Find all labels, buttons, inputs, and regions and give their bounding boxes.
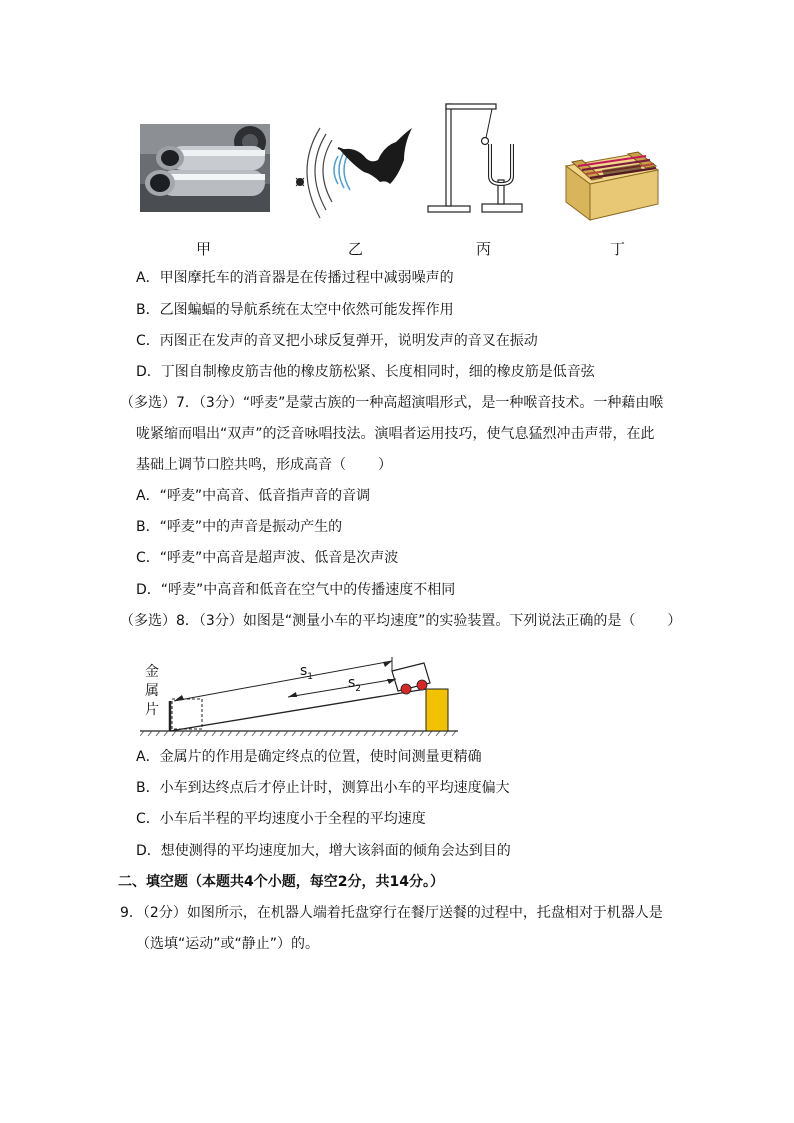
figure-row	[0, 100, 794, 260]
incline-diagram	[140, 645, 460, 737]
s1-label: $s_1$	[300, 663, 314, 682]
q7-option-a: A．“呼麦”中高音、低音指声音的音调	[136, 488, 371, 504]
q6-option-d: D．丁图自制橡皮筋吉他的橡皮筋松紧、长度相同时，细的橡皮筋是低音弦	[136, 364, 595, 380]
q7-stem-line3	[136, 455, 392, 475]
q8-option-a: A．金属片的作用是确定终点的位置，使时间测量更精确	[136, 749, 482, 765]
rubber-band-guitar-icon	[562, 146, 662, 224]
q8-option-b: B．小车到达终点后才停止计时，测算出小车的平均速度偏大	[136, 780, 510, 796]
q8-stem-close: ）	[667, 613, 682, 629]
figure-label-ding: 丁	[610, 240, 626, 258]
tuning-fork-pendulum-icon	[426, 100, 530, 220]
figure-label-jia: 甲	[196, 240, 212, 258]
q6-option-a: A．甲图摩托车的消音器是在传播过程中减弱噪声的	[136, 270, 454, 286]
q9-stem-line2-text: （选填“运动”或“静止”）的。	[136, 936, 320, 952]
q9-stem-line2	[136, 934, 319, 954]
bat-echolocation-icon	[292, 120, 416, 224]
q8-option-d: D．想使测得的平均速度加大，增大该斜面的倾角会达到目的	[136, 843, 511, 859]
section-title-fill-blank: 二、填空题（本题共4个小题，每空2分，共14分。）	[118, 874, 444, 890]
q8-stem	[120, 611, 681, 631]
q7-stem-line2: 咙紧缩而唱出“双声”的泛音咏唱技法。演唱者运用技巧，使气息猛烈冲击声带，在此	[136, 426, 655, 442]
motorcycle-muffler-photo	[140, 124, 270, 212]
q7-option-c: C．“呼麦”中高音是超声波、低音是次声波	[136, 550, 399, 566]
q7-stem-line1: （多选）7．（3分）“呼麦”是蒙古族的一种高超演唱形式，是一种喉音技术。一种藉由喉	[120, 395, 664, 411]
q8-option-c: C．小车后半程的平均速度小于全程的平均速度	[136, 811, 426, 827]
q8-stem-text: （多选）8．（3分）如图是“测量小车的平均速度”的实验装置。下列说法正确的是（	[120, 613, 636, 629]
q7-stem-line3-close: ）	[378, 457, 392, 473]
incline-drawing	[140, 645, 460, 737]
metal-plate-label: 金 属 片	[145, 664, 159, 718]
q7-option-b: B．“呼麦”中的声音是振动产生的	[136, 519, 343, 535]
q9-stem-line1: 9．（2分）如图所示，在机器人端着托盘穿行在餐厅送餐的过程中，托盘相对于机器人是	[120, 905, 663, 921]
figure-label-bing: 丙	[476, 240, 492, 258]
q7-stem-line3-text: 基础上调节口腔共鸣，形成高音（	[136, 457, 346, 473]
q6-option-b: B．乙图蝙蝠的导航系统在太空中依然可能发挥作用	[136, 302, 454, 318]
q7-option-d: D．“呼麦”中高音和低音在空气中的传播速度不相同	[136, 582, 456, 598]
s2-label: $s_2$	[348, 675, 362, 694]
q6-option-c: C．丙图正在发声的音叉把小球反复弹开，说明发声的音叉在振动	[136, 333, 538, 349]
figure-label-yi: 乙	[348, 240, 364, 258]
